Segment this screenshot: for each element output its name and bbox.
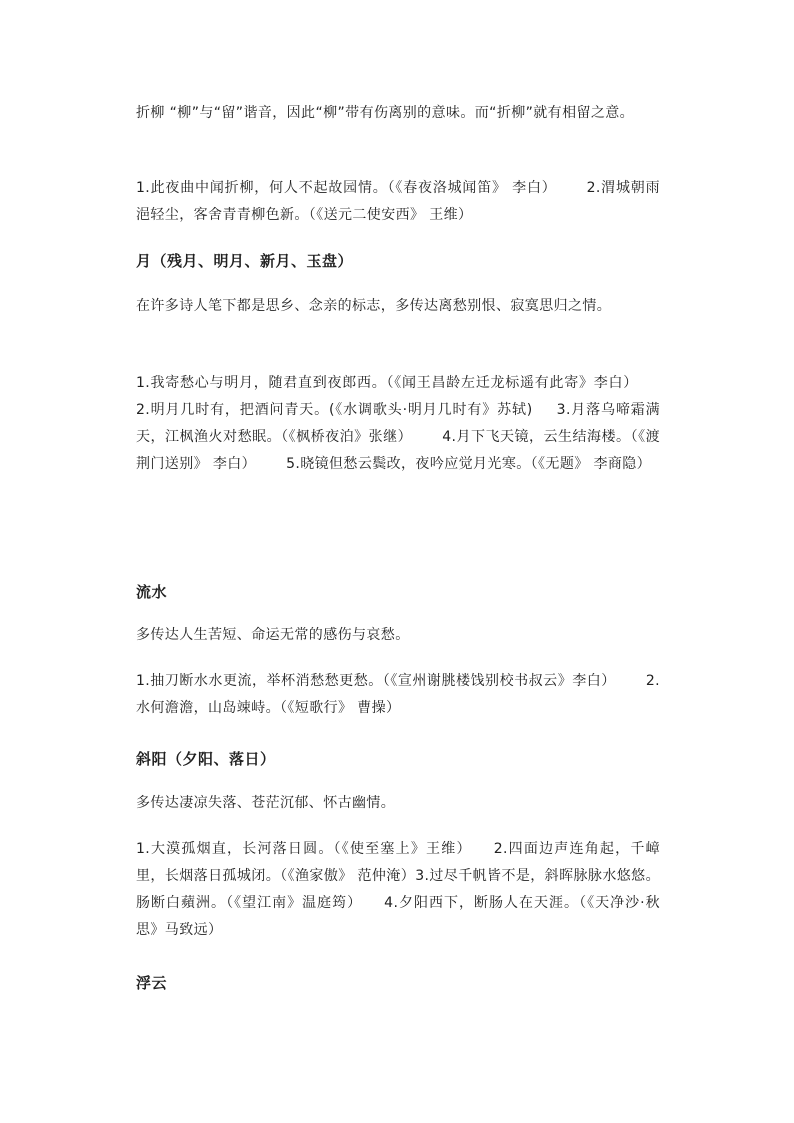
liushui-definition: 多传达人生苦短、命运无常的感伤与哀愁。 xyxy=(136,627,410,643)
zheliu-examples xyxy=(136,175,660,229)
example-text: 1.我寄愁心与明月，随君直到夜郎西。（《闻王昌龄左迁龙标遥有此寄》李白） xyxy=(136,375,638,391)
example-text: 2.明月几时有，把酒问青天。(《水调歌头·明月几时有》苏轼) xyxy=(136,402,533,418)
example-text: 2.渭城朝雨浥轻尘，客舍青青柳色新。（《送元二使安西》 王维） xyxy=(136,180,660,223)
example-text: 2.四面边声连角起，千嶂里，长烟落日孤城闭。（《渔家傲》 范仲淹） xyxy=(136,841,660,884)
section-heading-fuyun: 浮云 xyxy=(136,974,168,992)
yue-definition: 在许多诗人笔下都是思乡、念亲的标志，多传达离愁别恨、寂寞思归之情。 xyxy=(136,298,612,314)
yue-examples xyxy=(136,370,660,478)
example-text: 1.大漠孤烟直，长河落日圆。（《使至塞上》王维） xyxy=(136,841,472,857)
xieyang-definition: 多传达凄凉失落、苍茫沉郁、怀古幽情。 xyxy=(136,795,396,811)
example-text: 4.月下飞天镜，云生结海楼。（《渡荆门送别》 李白） xyxy=(136,429,660,472)
section-heading-yue: 月（残月、明月、新月、玉盘） xyxy=(136,252,354,270)
section-heading-xieyang: 斜阳（夕阳、落日） xyxy=(136,750,276,768)
example-text: 3.过尽千帆皆不是，斜晖脉脉水悠悠。肠断白蘋洲。（《望江南》温庭筠） xyxy=(136,868,660,911)
xieyang-examples xyxy=(136,836,660,944)
example-text: 1.此夜曲中闻折柳，何人不起故园情。（《春夜洛城闻笛》 李白） xyxy=(136,180,557,196)
example-text: 4.夕阳西下，断肠人在天涯。（《天净沙·秋思》马致远） xyxy=(136,895,660,938)
liushui-examples xyxy=(136,668,660,722)
example-text: 5.晓镜但愁云鬓改，夜吟应觉月光寒。（《无题》 李商隐） xyxy=(286,456,652,472)
section-heading-liushui: 流水 xyxy=(136,583,168,601)
zheliu-definition: 折柳 “柳”与“留”谐音，因此“柳”带有伤离别的意味。而“折柳”就有相留之意。 xyxy=(136,105,635,121)
example-text: 2.水何澹澹，山岛竦峙。（《短歌行》 曹操） xyxy=(136,673,660,716)
example-text: 1.抽刀断水水更流，举杯消愁愁更愁。（《宣州谢朓楼饯别校书叔云》李白） xyxy=(136,673,616,689)
example-text: 3.月落乌啼霜满天，江枫渔火对愁眠。（《枫桥夜泊》张继） xyxy=(136,402,661,445)
